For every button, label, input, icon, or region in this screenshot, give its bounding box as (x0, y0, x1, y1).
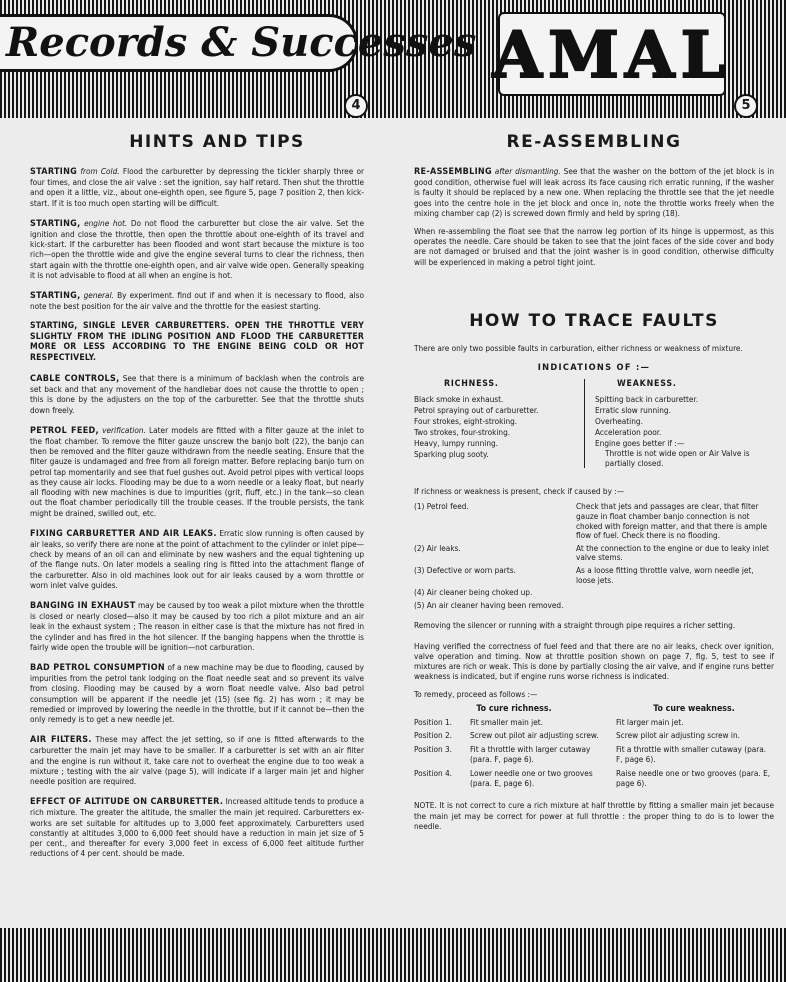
logo-text: AMAL (492, 18, 732, 93)
faults-title: HOW TO TRACE FAULTS (469, 310, 719, 331)
check-row: (5) An air cleaner having been removed. (414, 599, 564, 610)
weakness-column (584, 379, 774, 468)
amal-logo-mark (492, 17, 732, 93)
weakness-item: Overheating. (595, 416, 643, 427)
page-number-left: 4 (344, 94, 368, 118)
remedy-row: Position 3. Fit a throttle with larger cutaway (para. F, page 6). Fit a throttle with smaller cutaway (para. F, page 6). (414, 744, 767, 764)
section-single-lever: STARTING, SINGLE LEVER CARBURETTERS. OPEN THE THROTTLE VERY SLIGHTLY FROM THE IDLING POSITION AND FLOOD THE CARBURETTER MORE OR LESS ACCORDING TO THE ENGINE BEING COLD OR HOT RESPECTIVELY. (30, 321, 364, 363)
weakness-item: Acceleration poor. (595, 427, 662, 438)
check-row: (2) Air leaks. At the connection to the engine or due to leaky inlet valve stems. (414, 542, 769, 563)
silencer-text: Removing the silencer or running with a straight through pipe requires a richer setting. (414, 620, 736, 631)
section-starting-general: STARTING, general. By experiment. find out if and when it is necessary to flood, also note the best position for the air valve and the throttle for the easiest starting. (30, 290, 364, 312)
section-petrol-feed: PETROL FEED, verification. Later models are fitted with a filter gauze at the inlet to the float chamber. To remove the filter gauze unscrew the banjo bolt (22), the banjo can then be removed and the filter gauze withdrawn from the needle seating. Ensure that the filter gauze is undamaged and free from all foreign matter. Before replacing banjo turn on petrol tap momentarily and see that fuel gushes out. Avoid petrol pipes with vertical loops as they cause air locks. Flooding may be due to a worn needle or a leaky float, but nearly all flooding with new machines is due to impurities (grit, fluff, etc.) in the tank—so clean out the float chamber periodically till the trouble ceases. If the trouble persists, the tank might be drained, swilled out, etc. (30, 424, 364, 518)
check-intro: If richness or weakness is present, check if caused by :— (414, 486, 625, 497)
richness-heading: RICHNESS. (444, 379, 499, 390)
remedy-row: Position 2. Screw out pilot air adjusting screw. Screw pilot air adjusting screw in. (414, 730, 740, 741)
note-text: NOTE. It is not correct to cure a rich mixture at half throttle by fitting a smaller main jet because the main jet may be correct for power at full throttle : the proper thing to do is to lower the needle. (414, 800, 774, 831)
checks-list (414, 502, 774, 610)
section-air-filters: AIR FILTERS. These may affect the jet setting, so if one is fitted afterwards to the carburetter the main jet may have to be smaller. If a carburetter is set with an air filter and the engine is run without it, take care not to overheat the engine due to too weak a mixture ; testing with the air valve (page 5), will indicate if a larger main jet and higher needle position are required. (30, 734, 364, 786)
footer-stripe-band (0, 928, 786, 982)
richness-item: Black smoke in exhaust. (414, 394, 504, 405)
section-air-leaks: FIXING CARBURETTER AND AIR LEAKS. Erratic slow running is often caused by air leaks, so verify there are none at the point of attachment to the cylinder or inlet pipe—check by means of an oil can and eliminate by new washers and the equal tightening up of the flange nuts. On later models a sealing ring is fitted into the attachment flange of the carburetter. Also in old machines look out for air leaks caused by a worn throttle or worn inlet valve guides. (30, 527, 364, 590)
section-banging-exhaust: BANGING IN EXHAUST may be caused by too weak a pilot mixture when the throttle is closed or nearly closed—also it may be caused by too rich a pilot mixture and an air leak in the exhaust system ; The reason in either case is that the mixture has not fired in the cylinder and has fired in the hot silencer. If the banging happens when the throttle is fairly wide open the trouble will be ignition—not carburation. (30, 599, 364, 652)
richness-item: Petrol spraying out of carburetter. (414, 405, 539, 416)
cure-weakness-heading: To cure weakness. (653, 703, 735, 714)
richness-item: Two strokes, four-stroking. (414, 427, 511, 438)
page-number-right: 5 (734, 94, 758, 118)
check-row: (1) Petrol feed. Check that jets and passages are clear, that filter gauze in float chamber banjo connection is not choked with foreign matter, and that there is ample flow of fuel. Check there is no flooding. (414, 501, 768, 541)
section-bad-petrol: BAD PETROL CONSUMPTION of a new machine may be due to flooding, caused by impurities from the petrol tank lodging on the float needle seat and so prevent its valve from closing. Flooding may be caused by a worn float needle valve. Also bad petrol consumption will be apparent if the needle jet (15) (see fig. 2) has worn ; it may be remedied or improved by lowering the needle in the throttle, but if it cannot be—then the only remedy is to get a new needle jet. (30, 661, 364, 724)
faults-intro: There are only two possible faults in carburation, either richness or weakness of mixture. (414, 342, 743, 353)
weakness-subitem: Throttle is not wide open or Air Valve is partially closed. (605, 448, 750, 468)
section-cable-controls: CABLE CONTROLS, See that there is a minimum of backlash when the controls are set back and that any movement of the handlebar does not cause the throttle to open ; this is done by the adjusters on the top of the carburetter. See that the throttle shuts down freely. (30, 373, 364, 415)
remedy-intro: To remedy, proceed as follows :— (414, 689, 538, 700)
banner-title: Records & Successes (0, 14, 358, 72)
cure-richness-heading: To cure richness. (476, 703, 552, 714)
remedy-table (414, 718, 774, 789)
indications-table (414, 379, 774, 468)
weakness-item: Erratic slow running. (595, 405, 671, 416)
section-starting-cold: STARTING from Cold. Flood the carburetter by depressing the tickler sharply three or four times, and close the air valve : set the ignition, say half retard. Then shut the throttle and open it a little, viz., about one-eighth open, see figure 5, page 7 position 2, then kick-start. If it is too much open starting will be difficult. (30, 166, 365, 208)
hints-title: HINTS AND TIPS (129, 132, 305, 152)
hints-and-tips-column (30, 132, 364, 858)
weakness-item: Engine goes better if :— (595, 438, 685, 449)
section-altitude: EFFECT OF ALTITUDE ON CARBURETTER. Increased altitude tends to produce a rich mixture. The greater the altitude, the smaller the main jet required. Carburetters ex-works are set suitable for altitudes up to 3,000 feet approximately. Carburetters used constantly at altitudes 3,000 to 6,000 feet should have a reduction in main jet size of 5 per cent., and thereafter for every 3,000 feet in excess of 6,000 feet altitude further reductions of 4 per cent. should be made. (30, 796, 364, 859)
amal-logo (492, 12, 732, 96)
richness-item: Four strokes, eight-stroking. (414, 416, 518, 427)
weakness-heading: WEAKNESS. (617, 379, 677, 390)
richness-item: Sparking plug sooty. (414, 449, 489, 460)
reassembling-title: RE-ASSEMBLING (506, 132, 682, 152)
weakness-item: Spitting back in carburetter. (595, 394, 699, 405)
remedy-row: Position 4. Lower needle one or two grooves (para. E, page 6). Raise needle one or two grooves (para. E, page 6). (414, 767, 771, 788)
indications-heading: INDICATIONS OF :— (537, 362, 651, 374)
richness-item: Heavy, lumpy running. (414, 438, 499, 449)
check-row: (4) Air cleaner being choked up. (414, 587, 533, 598)
remedy-headings (414, 704, 774, 714)
remedy-row: Position 1. Fit smaller main jet. Fit larger main jet. (414, 716, 684, 727)
richness-column (414, 379, 584, 468)
reassembling-float-text: When re-assembling the float see that the narrow leg portion of its hinge is uppermost, as this operates the needle. Care should be taken to see that the joint faces of the side cover and body are not damaged or bruised and that the joint washer is in good condition, otherwise difficulty will be experienced in making a petrol tight joint. (414, 226, 774, 267)
verified-text: Having verified the correctness of fuel feed and that there are no air leaks, check over ignition, valve operation and timing. Now at throttle position shown on page 7, fig. 5, test to see if mixtures are rich or weak. This is done by partially closing the air valve, and if engine runs better weakness is indicated, but if engine runs worse richness is indicated. (414, 640, 774, 682)
check-row: (3) Defective or worn parts. As a loose fitting throttle valve, worn needle jet, loose jets. (414, 564, 754, 585)
reassembling-text: RE-ASSEMBLING after dismantling. See that the washer on the bottom of the jet block is in good condition, otherwise fuel will leak across its face causing rich erratic running, if the washer is faulty it should be replaced by a new one. When replacing the throttle see that the jet needle goes into the centre hole in the jet block and once in, note the throttle works freely when the mixing chamber cap (2) is screwed down firmly and held by spring (18). (414, 166, 774, 218)
section-starting-hot: STARTING, engine hot. Do not flood the carburetter but close the air valve. Set the ignition and close the throttle, then open the throttle about one-eighth of its travel and kick-start. If the carburetter has been flooded and wont start because the mixture is too rich—open the throttle wide and give the engine several turns to clear the richness, then start again with the throttle one-eighth open, and air valve wide open. Generally speaking it is not advisable to flood at all when an engine is hot. (30, 217, 364, 280)
reassembling-column (414, 132, 774, 831)
